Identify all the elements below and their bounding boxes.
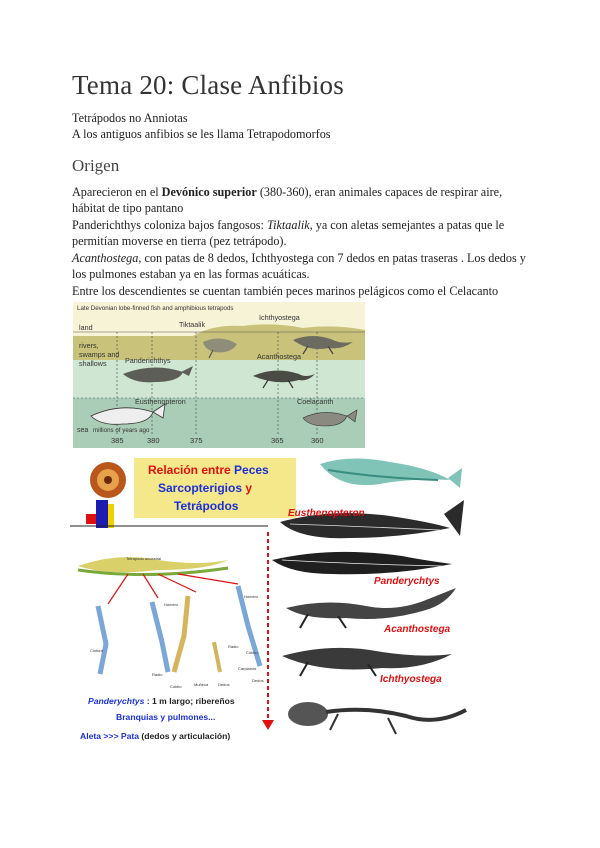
species-label-ichthyostega: Ichthyostega <box>380 674 442 685</box>
fig2-caption-1-rest: : 1 m largo; ribereños <box>144 696 235 706</box>
fig2-small-label: Tetrapodo ancestral <box>126 556 162 561</box>
fig2-caption-3-rest: (dedos y articulación) <box>139 731 231 741</box>
fig1-label-rivers: rivers, <box>79 341 99 350</box>
section-heading-origen: Origen <box>72 156 120 175</box>
p1-before: Aparecieron en el <box>72 185 162 199</box>
fig2-block-red <box>86 514 96 524</box>
fig1-tick-365: 365 <box>271 436 284 445</box>
bone-label-8: Radio <box>228 644 239 649</box>
fig1-label-years: millions of years ago <box>93 427 150 434</box>
fig2-title-line-3: Tetrápodos <box>174 499 239 513</box>
fig2-title-line-1 <box>148 463 269 477</box>
bone-label-11: Dedos <box>252 678 264 683</box>
paragraph-2-line-2: permitían moverse en tierra (pez tetrápodo). <box>72 234 287 248</box>
paragraph-1-line-1 <box>72 184 502 200</box>
fig1-caption: Late Devonian lobe-finned fish and amphibious tetrapods <box>77 305 234 312</box>
fig2-caption-3-blue: Aleta >>> Pata <box>80 731 139 741</box>
fig1-tick-360: 360 <box>311 436 324 445</box>
paragraph-1-line-2: hábitat de tipo pantano <box>72 201 184 215</box>
bone-label-4: Cúbito <box>170 684 182 689</box>
devonian-timeline-figure <box>73 302 365 448</box>
bone-label-7: Húmero <box>244 594 259 599</box>
p3-after: , con patas de 8 dedos, Ichthyostega con 7 dedos en patas traseras . Los dedos y <box>138 251 526 265</box>
paragraph-3-line-1 <box>72 250 526 266</box>
bone-label-3: Radio <box>152 672 163 677</box>
intro-line-1: Tetrápodos no Anniotas <box>72 111 188 125</box>
intro-line-2: A los antiguos anfibios se les llama Tetrapodomorfos <box>72 127 331 141</box>
fig2-block-blue <box>96 500 108 528</box>
p2-after: , ya con aletas semejantes a patas que le <box>309 218 505 232</box>
fig2-title-l1a: Relación entre <box>148 463 235 477</box>
bone-label-9: Cúbito <box>246 650 258 655</box>
fig2-block-yellow <box>108 504 114 528</box>
species-label-panderychtys: Panderychtys <box>374 576 440 587</box>
fig1-label-tiktaalik: Tiktaalik <box>179 320 206 329</box>
fig1-label-acanthostega: Acanthostega <box>257 352 301 361</box>
fig1-label-ichthyostega: Ichthyostega <box>259 313 300 322</box>
fig2-title-l2b: y <box>242 481 253 495</box>
fig1-label-swamps: swamps and <box>79 350 120 359</box>
bone-label-10: Carpianos <box>238 666 257 671</box>
page-title: Tema 20: Clase Anfibios <box>72 70 344 100</box>
fig1-label-eusthenopteron: Eusthenopteron <box>135 397 186 406</box>
fig1-label-land: land <box>79 323 93 332</box>
paragraph-3-line-2: los pulmones estaban ya en las formas acuáticas. <box>72 267 310 281</box>
p2-italic: Tiktaalik <box>266 218 310 232</box>
p2-before: Panderichthys coloniza bajos fangosos: <box>72 218 267 232</box>
species-label-eusthenopteron: Eusthenopteron <box>288 508 365 519</box>
fig1-tick-375: 375 <box>190 436 203 445</box>
sarcopterygii-tetrapod-figure <box>68 456 478 746</box>
fig1-label-panderichthys: Panderichthys <box>125 356 171 365</box>
fig1-label-coelacanth: Coelacanth <box>297 397 334 406</box>
fig1-label-sea: sea <box>77 427 89 434</box>
fig1-tick-385: 385 <box>111 436 124 445</box>
fig1-label-shallows: shallows <box>79 359 107 368</box>
bone-label-6: Dedos <box>218 682 230 687</box>
fig2-caption-2: Branquias y pulmones... <box>116 712 216 722</box>
species-label-acanthostega: Acanthostega <box>384 624 451 635</box>
fig2-title-l2a: Sarcopterigios <box>158 481 243 495</box>
bone-label-1: Cintura <box>90 648 103 653</box>
fig2-caption-1-italic: Panderychtys <box>88 696 145 706</box>
fig1-tick-380: 380 <box>147 436 160 445</box>
fig2-caption-3 <box>80 731 230 741</box>
p3-italic: Acanthostega <box>72 251 139 265</box>
fig2-title-l1b: Peces <box>234 463 269 477</box>
p1-after: (380-360), eran animales capaces de respirar aire, <box>256 185 503 199</box>
bone-label-2: Húmero <box>164 602 179 607</box>
p1-bold: Devónico superior <box>161 185 257 199</box>
paragraph-4: Entre los descendientes se cuentan también peces marinos pelágicos como el Celacanto <box>72 284 499 298</box>
paragraph-2-line-1 <box>72 217 504 233</box>
sun-emblem-icon <box>90 462 126 498</box>
fig2-caption-1 <box>88 696 235 706</box>
bone-label-5: Muñeca <box>194 682 209 687</box>
fig2-title-line-2 <box>158 481 252 495</box>
